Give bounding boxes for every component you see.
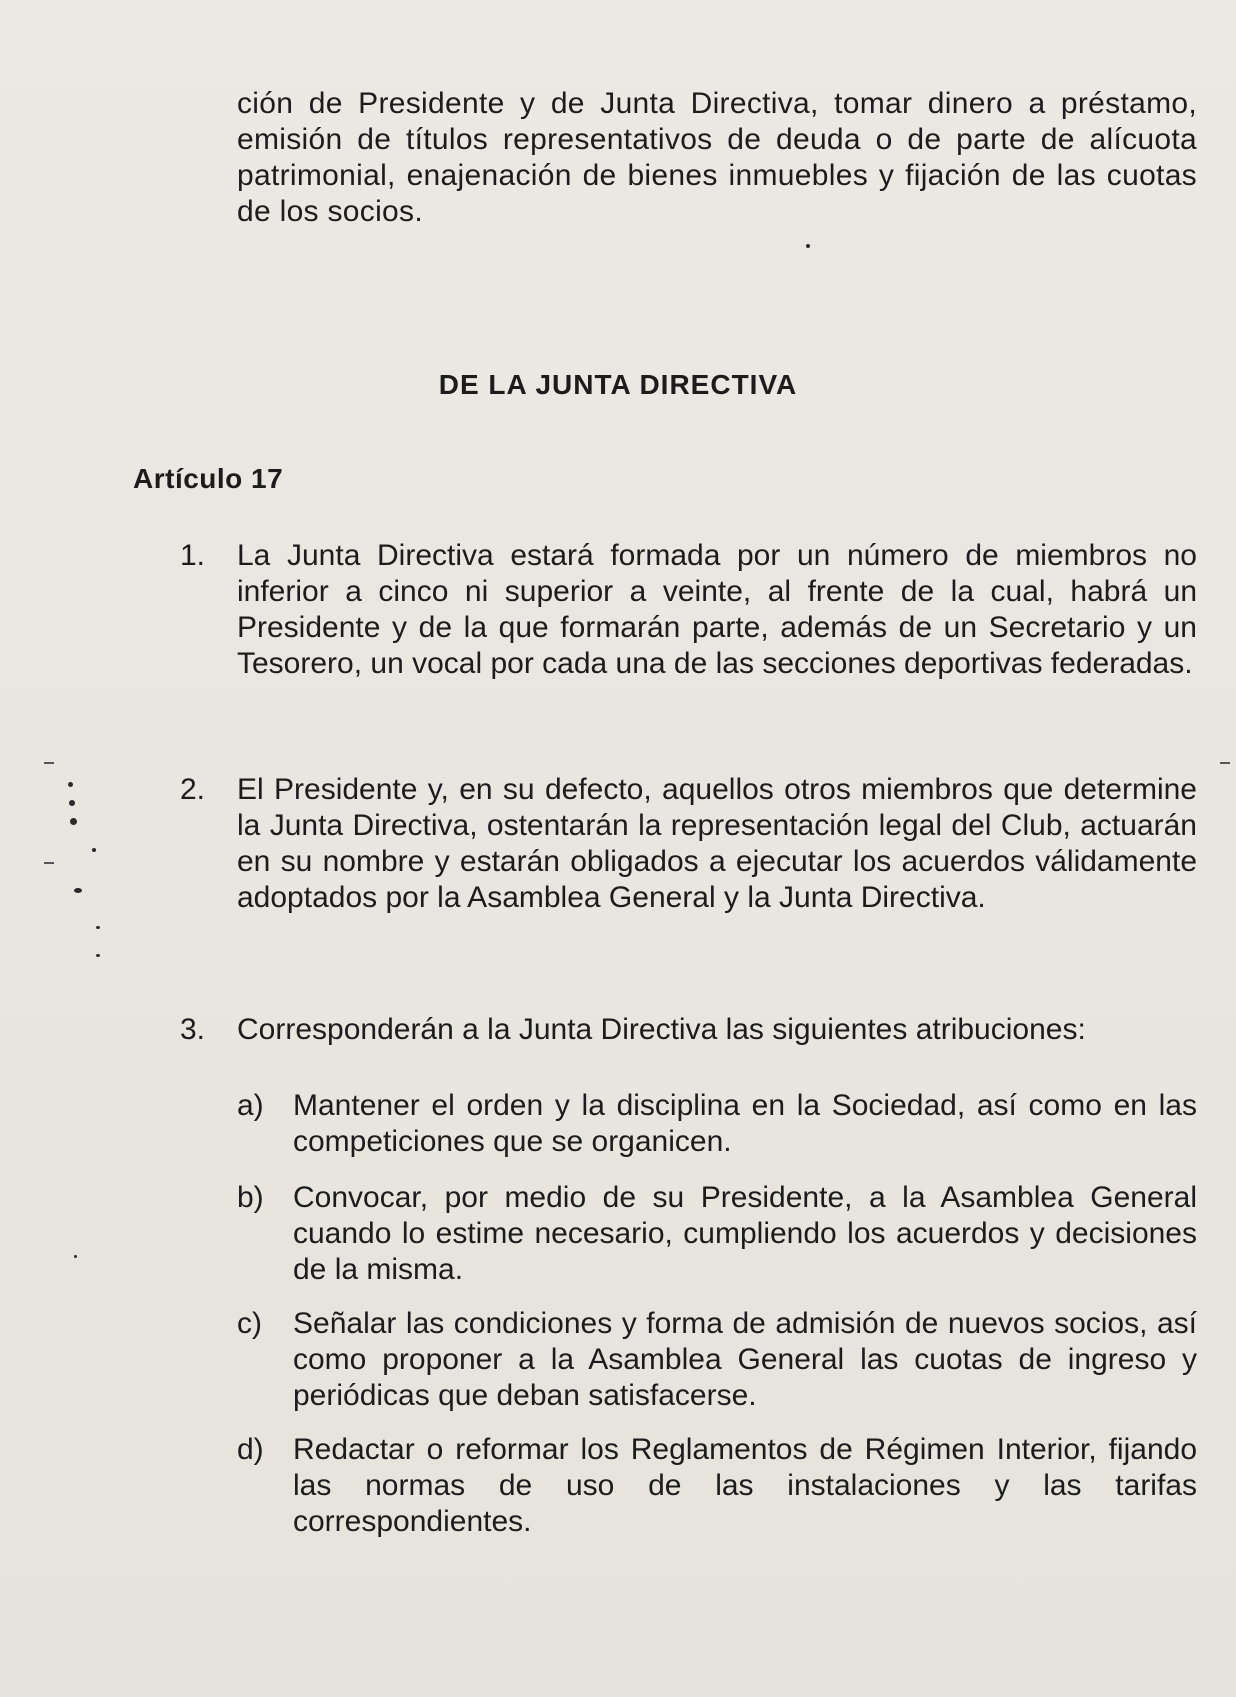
scan-speck <box>68 782 73 787</box>
subitem-letter: b) <box>237 1181 264 1214</box>
scan-speck <box>74 1255 77 1258</box>
article-title: Artículo 17 <box>133 463 284 494</box>
scan-edge-mark <box>44 762 54 764</box>
item-number: 3. <box>180 1013 206 1046</box>
item-number: 1. <box>180 539 206 572</box>
section-heading: DE LA JUNTA DIRECTIVA <box>438 369 798 400</box>
scan-speck <box>70 818 77 825</box>
scan-edge-mark <box>1220 762 1230 764</box>
subitem-text: Redactar o reformar los Reglamentos de Régimen Interior, fijando las normas de uso de las instalaciones y las tarifas correspondientes. <box>293 1433 1197 1538</box>
subitem-text: Convocar, por medio de su Presidente, a la Asamblea General cuando lo estime necesario, cumpliendo los acuerdos y decisiones de la misma. <box>293 1181 1197 1286</box>
subitem-letter: a) <box>237 1089 264 1122</box>
subitem-letter: d) <box>237 1433 264 1466</box>
scan-speck <box>92 848 96 852</box>
subitem-letter: c) <box>237 1307 262 1340</box>
item-text: El Presidente y, en su defecto, aquellos otros miembros que determine la Junta Directiva, ostentarán la representación legal del Club, actuarán en su nombre y estarán obligados a ejecutar los acuerdos válidamente adoptados por la Asamblea General y la Junta Directiva. <box>237 773 1197 914</box>
item-text: La Junta Directiva estará formada por un número de miembros no inferior a cinco ni superior a veinte, al frente de la cual, habrá un Presidente y de la que formarán parte, además de un Secretario y un Tesorero, un vocal por cada una de las secciones deportivas federadas. <box>237 539 1197 680</box>
item-number: 2. <box>180 773 206 806</box>
scan-speck <box>69 800 75 806</box>
scan-edge-mark <box>44 862 54 864</box>
item-text: Corresponderán a la Junta Directiva las siguientes atribuciones: <box>237 1013 1086 1046</box>
subitem-text: Mantener el orden y la disciplina en la Sociedad, así como en las competiciones que se organicen. <box>293 1089 1197 1158</box>
scan-speck <box>806 244 810 248</box>
scan-speck <box>96 926 100 929</box>
intro-paragraph: ción de Presidente y de Junta Directiva, tomar dinero a préstamo, emisión de títulos representativos de deuda o de parte de alícuota patrimonial, enajenación de bienes inmuebles y fijación de las cuotas de los socios. <box>237 87 1197 228</box>
scan-speck <box>96 954 100 957</box>
scan-speck <box>74 888 82 893</box>
subitem-text: Señalar las condiciones y forma de admisión de nuevos socios, así como proponer a la Asamblea General las cuotas de ingreso y periódicas que deban satisfacerse. <box>293 1307 1197 1412</box>
